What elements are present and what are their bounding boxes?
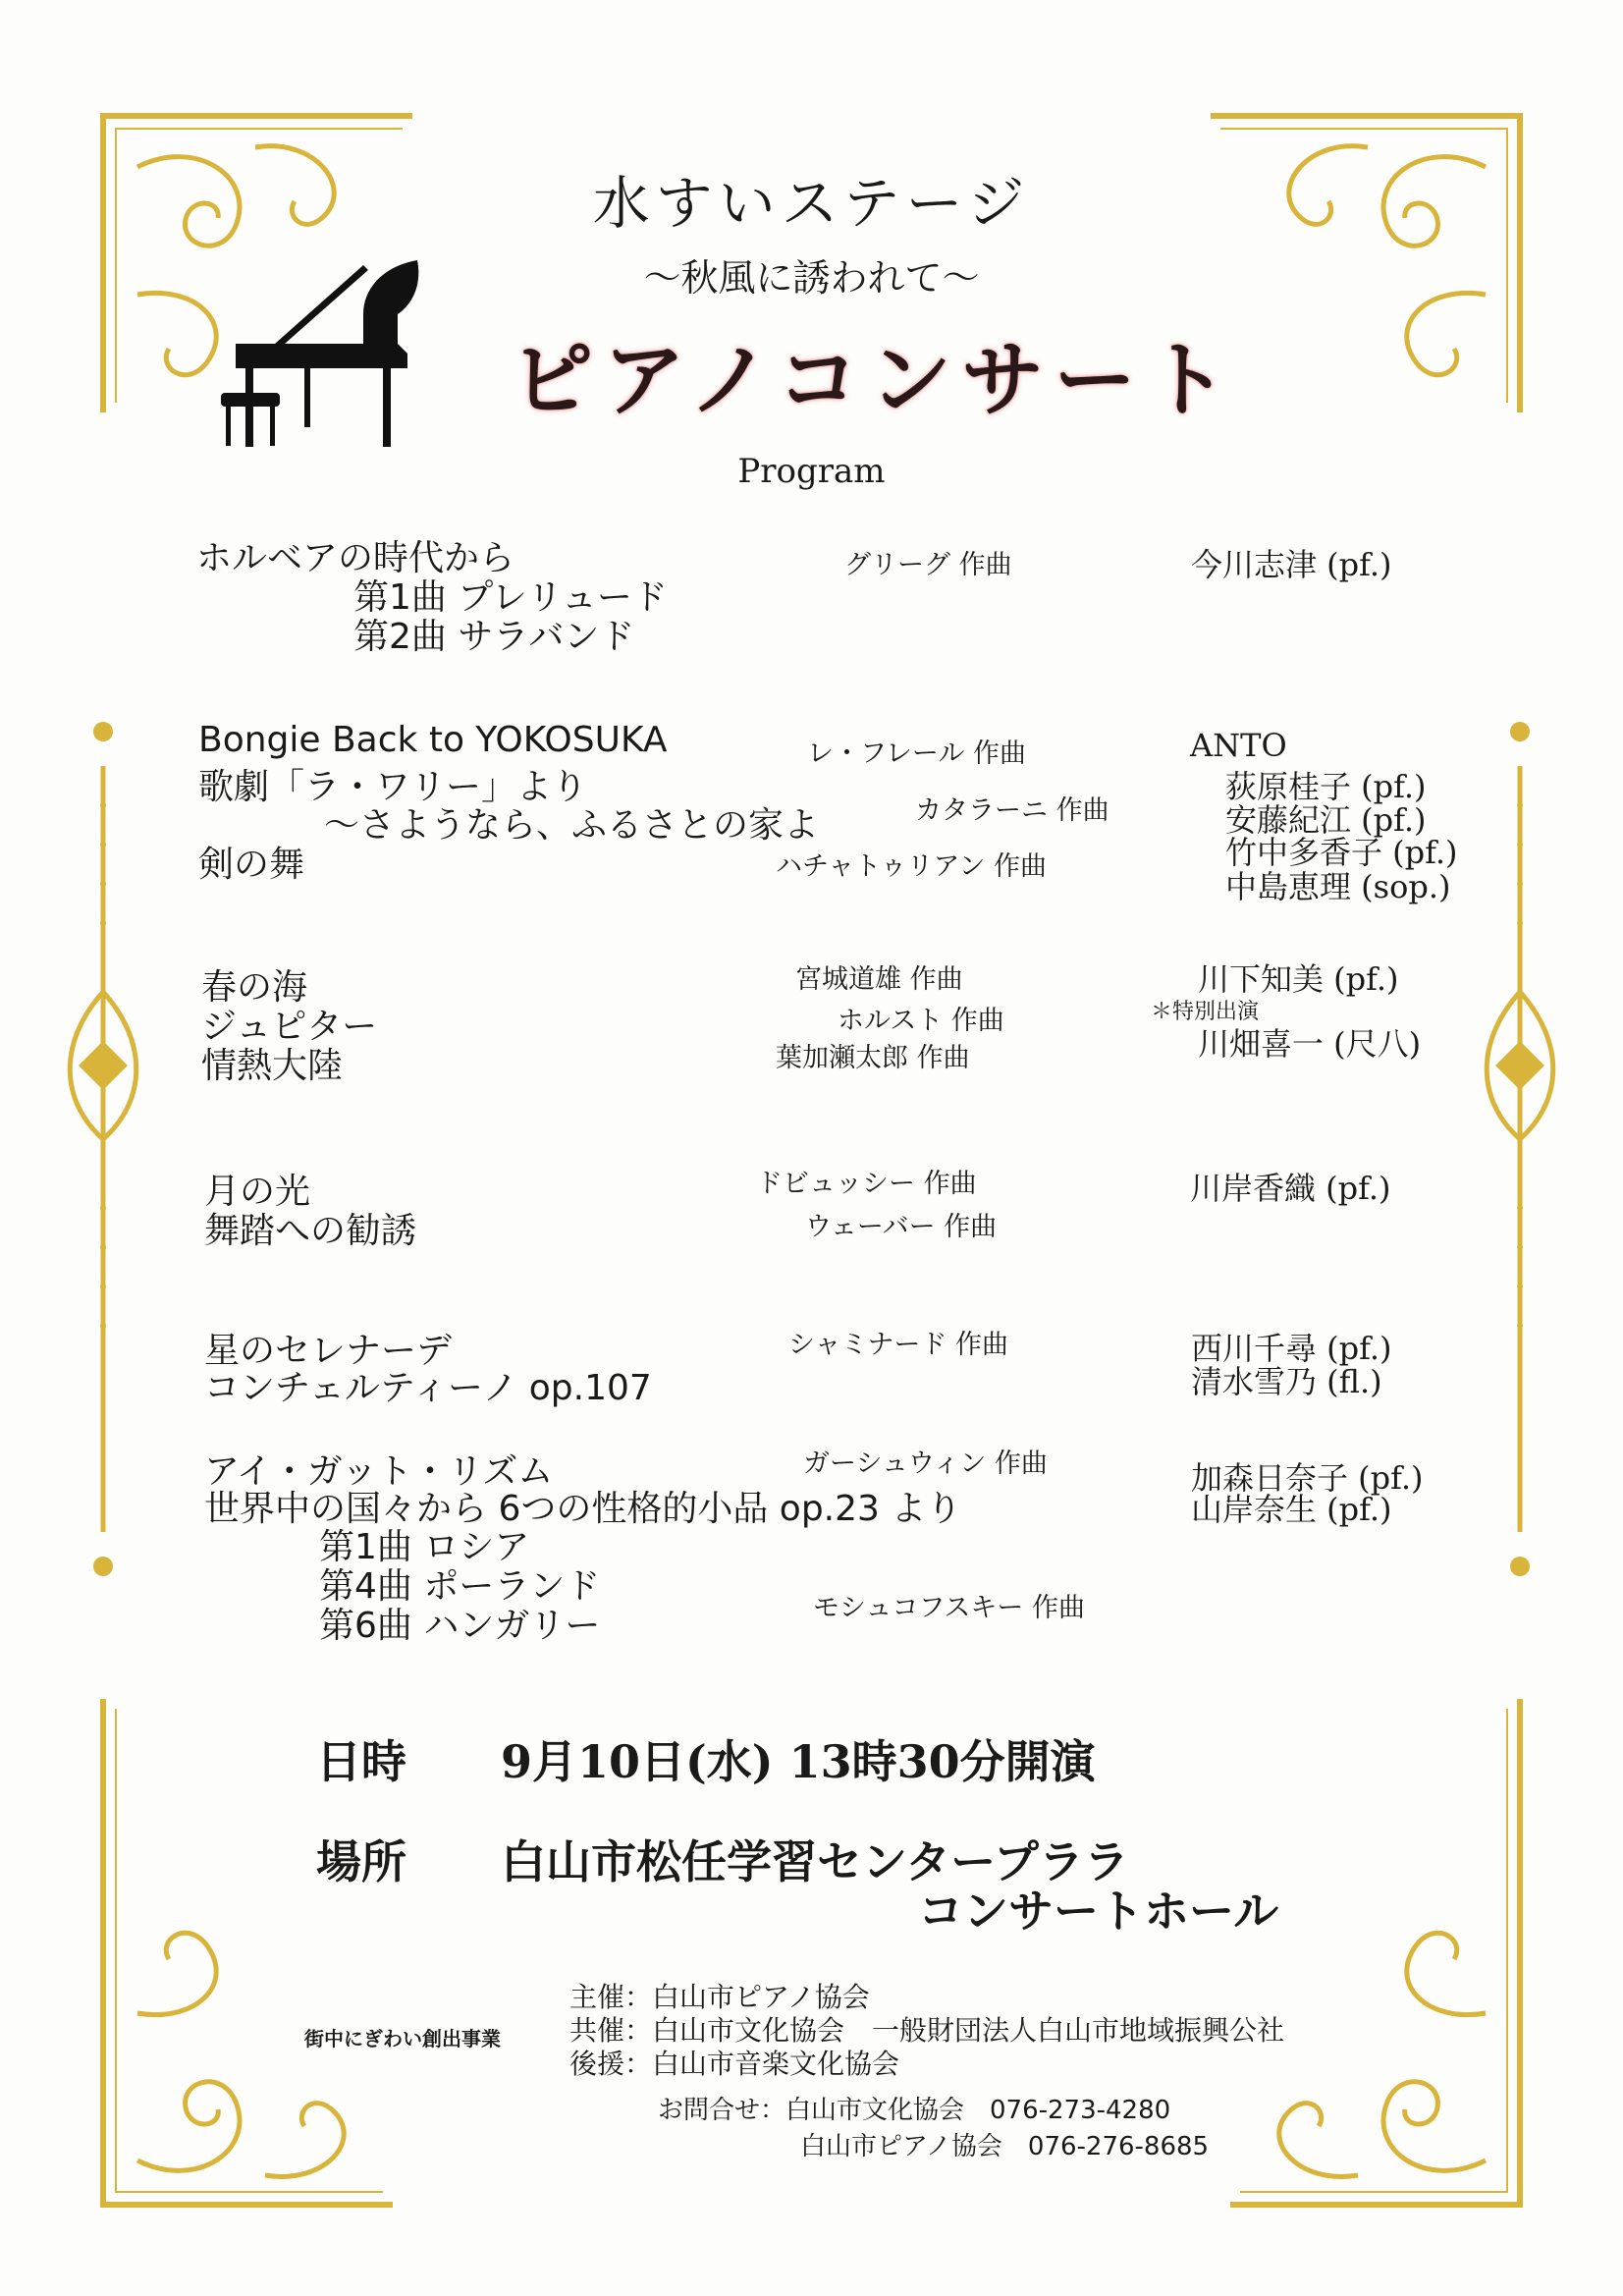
date-value: 9月10日(水) 13時30分開演 [501,1735,1096,1788]
piece-title: 春の海 [201,967,308,1008]
composer: 宮城道雄 作曲 [795,964,963,995]
piece-movement: 第1曲 ロシア [319,1527,530,1567]
performer: 今川志津 (pf.) [1191,546,1392,583]
piece-movement: 第6曲 ハンガリー [319,1606,601,1646]
composer: ウェーバー 作曲 [805,1212,998,1242]
performer: 竹中多香子 (pf.) [1225,834,1458,871]
piece-subtitle: ～さようなら、ふるさとの家よ [324,805,820,846]
place-value: 白山市松任学習センタープララ [501,1835,1129,1888]
performer: 加森日奈子 (pf.) [1191,1459,1424,1497]
piece-movement: 第1曲 プレリュード [353,577,668,618]
piece-title: コンチェルティーノ op.107 [204,1368,652,1408]
subtitle: ～秋風に誘われて～ [643,256,980,300]
date-label: 日時 [316,1735,406,1788]
series-title: 水すいステージ [592,170,1031,237]
host: 主催：白山市ピアノ協会 [569,1981,870,2013]
piece-title: ジュピター [201,1007,378,1047]
piece-title: ホルベアの時代から [196,538,515,578]
piece-title: Bongie Back to YOKOSUKA [198,720,668,760]
piece-title: 情熱大陸 [201,1046,344,1086]
piece-title: 星のセレナーデ [204,1331,453,1371]
main-title: ピアノコンサート [511,332,1239,428]
performer: 清水雪乃 (fl.) [1191,1363,1382,1400]
contact-line: お問合せ：白山市文化協会 076-273-4280 [658,2096,1171,2125]
place-label: 場所 [316,1835,406,1888]
performer: 安藤紀江 (pf.) [1225,801,1427,839]
piece-movement: 第4曲 ポーランド [319,1566,601,1607]
piece-movement: 第2曲 サラバンド [353,617,635,657]
composer: グリーグ 作曲 [844,550,1012,580]
composer: ハチャトゥリアン 作曲 [776,851,1048,882]
special-note: ＊特別出演 [1151,1000,1260,1024]
performer: ANTO [1190,727,1287,764]
place-hall: コンサートホール [918,1885,1279,1938]
contact-line: 白山市ピアノ協会 076-276-8685 [800,2132,1210,2161]
piece-title: 月の光 [204,1172,311,1212]
program-label: Program [737,452,886,491]
composer: モシュコフスキー 作曲 [813,1593,1085,1623]
composer: 葉加瀬太郎 作曲 [776,1043,970,1073]
piece-title: 歌劇「ラ・ワリー」より [198,767,588,807]
composer: ドビュッシー 作曲 [756,1169,977,1199]
performer: 川岸香織 (pf.) [1190,1170,1391,1207]
cohost: 共催：白山市文化協会 一般財団法人白山市地域振興公社 [569,2014,1285,2047]
composer: カタラーニ 作曲 [915,795,1109,826]
piece-title: 世界中の国々から 6つの性格的小品 op.23 より [204,1489,962,1529]
project-name: 街中にぎわい創出事業 [304,2027,501,2050]
piece-title: 舞踏への勧誘 [204,1211,417,1251]
composer: ホルスト 作曲 [838,1006,1004,1036]
piece-title: 剣の舞 [198,845,305,885]
support: 後援：白山市音楽文化協会 [569,2048,900,2080]
performer: 荻原桂子 (pf.) [1225,768,1427,805]
composer: レ・フレール 作曲 [807,738,1026,769]
performer: 川下知美 (pf.) [1198,960,1399,998]
composer: ガーシュウィン 作曲 [803,1449,1048,1479]
performer: 西川千尋 (pf.) [1191,1330,1392,1367]
performer: 中島恵理 (sop.) [1225,868,1451,905]
performer: 山岸奈生 (pf.) [1191,1491,1392,1528]
composer: シャミナード 作曲 [788,1330,1009,1360]
performer: 川畑喜一 (尺八) [1198,1025,1422,1063]
piece-title: アイ・ガット・リズム [204,1451,554,1492]
